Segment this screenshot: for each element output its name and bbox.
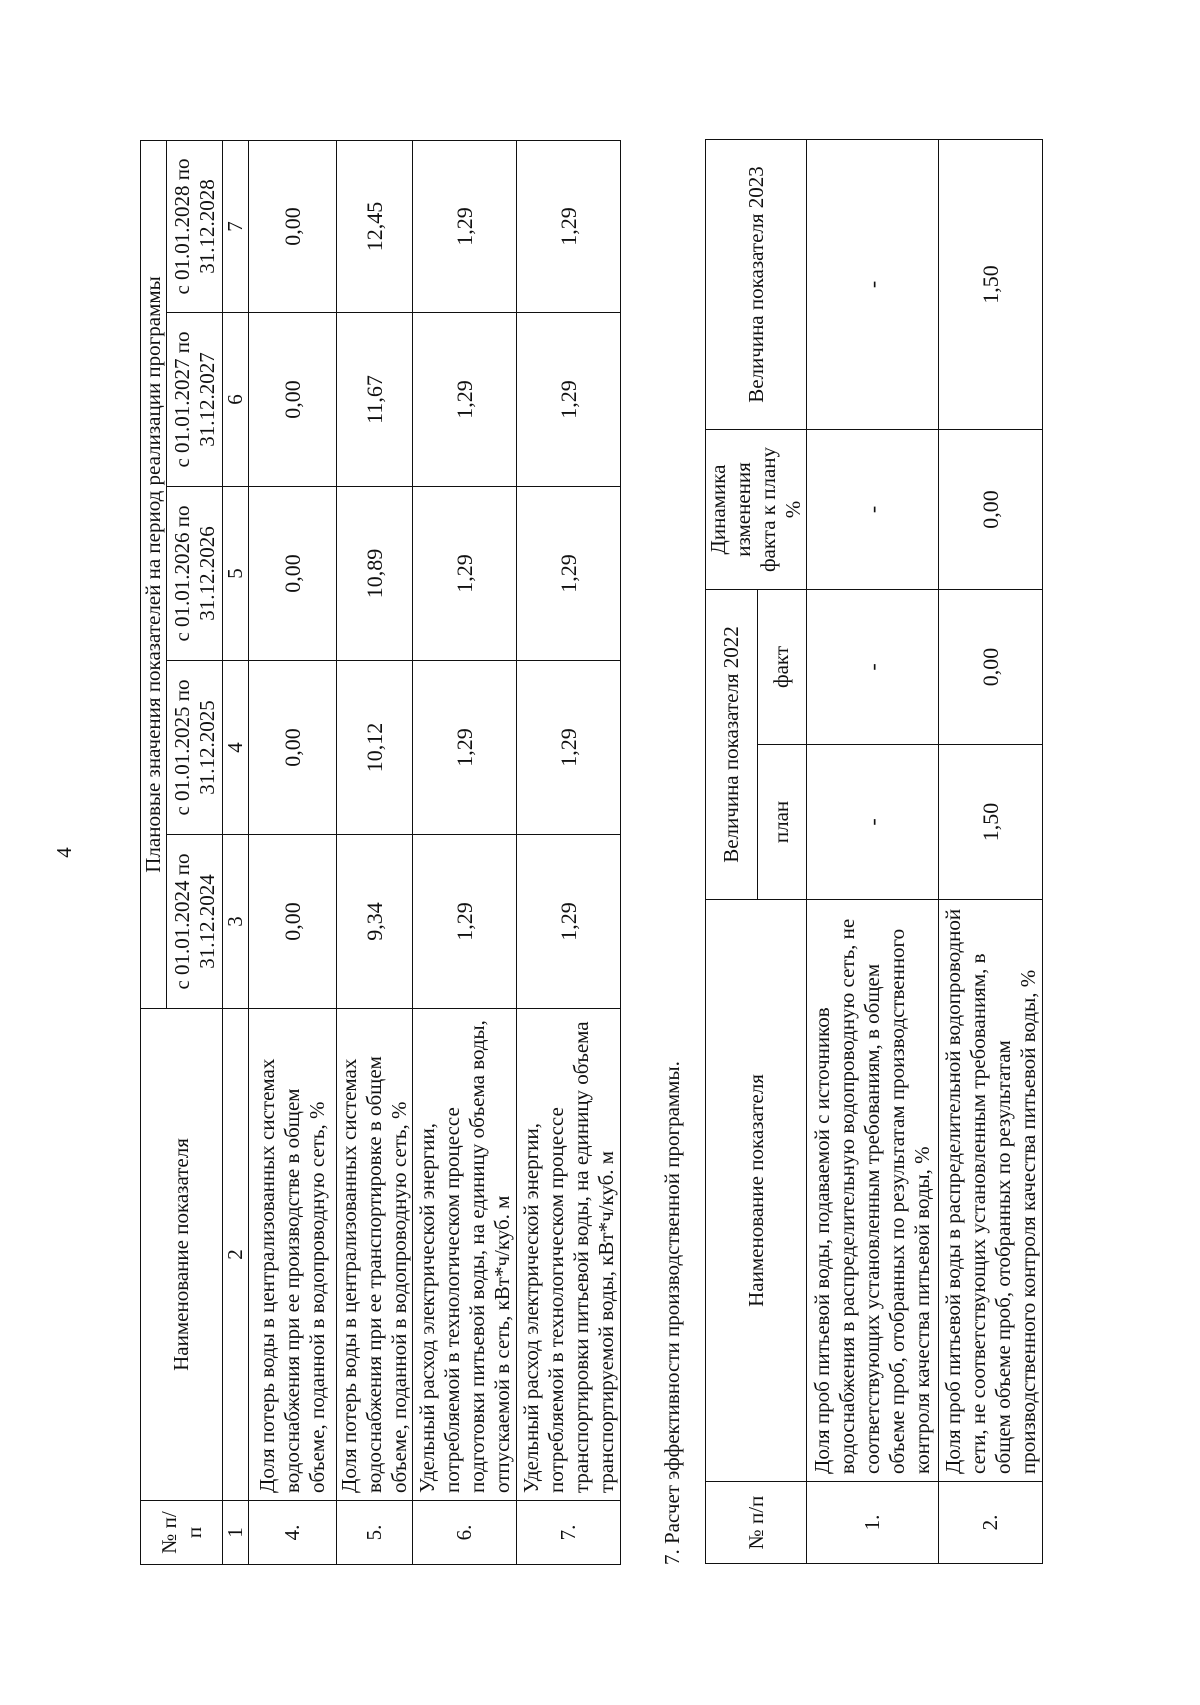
header-fact: факт <box>757 590 806 745</box>
table-row <box>517 140 621 1564</box>
header-num: № п/п <box>141 1501 223 1565</box>
row-dynamics: - <box>807 430 939 590</box>
row-name: Удельный расход электрической энергии, потребляемой в технологическом процессе подготовки питьевой воды, на единицу объема воды, отпускаемой в сеть, кВт*ч/куб. м <box>413 1009 517 1501</box>
row-num: 4. <box>249 1501 337 1565</box>
header-plan: план <box>757 745 806 900</box>
header-value-2023: Величина показателя 2023 <box>706 140 807 430</box>
row-value: 1,29 <box>517 835 621 1009</box>
row-value: 1,29 <box>413 661 517 835</box>
row-name: Удельный расход электрической энергии, потребляемой в технологическом процессе транспортировки питьевой воды, на единицу объема транспортируемой воды, кВт*ч/куб. м <box>517 1009 621 1501</box>
row-value: 10,12 <box>337 661 413 835</box>
row-value: 0,00 <box>249 661 337 835</box>
header-period-group: Плановые значения показателей на период реализации программы <box>141 140 167 1008</box>
row-value: 9,34 <box>337 835 413 1009</box>
header-value-2022: Величина показателя 2022 <box>706 590 758 900</box>
row-value: 1,29 <box>517 487 621 661</box>
row-value-2023: 1,50 <box>939 140 1043 430</box>
page-number: 4 <box>52 847 76 858</box>
header-period: с 01.01.2028 по 31.12.2028 <box>167 140 223 312</box>
row-value: 0,00 <box>249 487 337 661</box>
table-row <box>939 140 1043 1564</box>
row-name: Доля потерь воды в централизованных системах водоснабжения при ее производстве в общем объеме, поданной в водопроводную сеть, % <box>249 1009 337 1501</box>
row-fact: 0,00 <box>939 590 1043 745</box>
row-value: 11,67 <box>337 313 413 487</box>
column-number: 1 <box>223 1501 249 1565</box>
table-row <box>413 140 517 1564</box>
row-plan: - <box>807 745 939 900</box>
row-num: 6. <box>413 1501 517 1565</box>
row-fact: - <box>807 590 939 745</box>
row-value: 1,29 <box>517 140 621 312</box>
row-name: Доля проб питьевой воды, подаваемой с источников водоснабжения в распределительную водопроводную сеть, не соответствующих установленным требованиям, в общем объеме проб, отобранных по результатам производственного контроля качества питьевой воды, % <box>807 900 939 1482</box>
row-value: 1,29 <box>517 661 621 835</box>
row-num: 2. <box>939 1482 1043 1564</box>
header-period: с 01.01.2027 по 31.12.2027 <box>167 313 223 487</box>
header-name: Наименование показателя <box>141 1009 223 1501</box>
column-number: 6 <box>223 313 249 487</box>
row-value: 0,00 <box>249 835 337 1009</box>
table-row <box>249 140 337 1564</box>
row-num: 1. <box>807 1482 939 1564</box>
column-number: 4 <box>223 661 249 835</box>
row-value-2023: - <box>807 140 939 430</box>
column-number: 5 <box>223 487 249 661</box>
row-value: 12,45 <box>337 140 413 312</box>
header-period: с 01.01.2025 по 31.12.2025 <box>167 661 223 835</box>
row-value: 10,89 <box>337 487 413 661</box>
header-period: с 01.01.2024 по 31.12.2024 <box>167 835 223 1009</box>
section-title: 7. Расчет эффективности производственной программы. <box>660 1061 684 1565</box>
row-num: 7. <box>517 1501 621 1565</box>
table-row <box>807 140 939 1564</box>
row-value: 1,29 <box>517 313 621 487</box>
row-value: 1,29 <box>413 487 517 661</box>
table-row <box>337 140 413 1564</box>
column-number: 7 <box>223 140 249 312</box>
header-num: № п/п <box>706 1482 807 1564</box>
header-period: с 01.01.2026 по 31.12.2026 <box>167 487 223 661</box>
header-dynamics: Динамика изменения факта к плану % <box>706 430 807 590</box>
row-num: 5. <box>337 1501 413 1565</box>
efficiency-table <box>705 139 1043 1564</box>
row-value: 0,00 <box>249 140 337 312</box>
row-name: Доля проб питьевой воды в распределительной водопроводной сети, не соответствующих установленным требованиям, в общем объеме проб, отобранных по результатам производственного контроля качества питьевой воды, % <box>939 900 1043 1482</box>
row-name: Доля потерь воды в централизованных системах водоснабжения при ее транспортировке в общем объеме, поданной в водопроводную сеть, % <box>337 1009 413 1501</box>
column-number: 2 <box>223 1009 249 1501</box>
row-value: 1,29 <box>413 140 517 312</box>
column-number: 3 <box>223 835 249 1009</box>
row-value: 1,29 <box>413 835 517 1009</box>
row-dynamics: 0,00 <box>939 430 1043 590</box>
planned-indicators-table <box>140 140 621 1565</box>
row-value: 0,00 <box>249 313 337 487</box>
header-name: Наименование показателя <box>706 900 807 1482</box>
row-value: 1,29 <box>413 313 517 487</box>
row-plan: 1,50 <box>939 745 1043 900</box>
